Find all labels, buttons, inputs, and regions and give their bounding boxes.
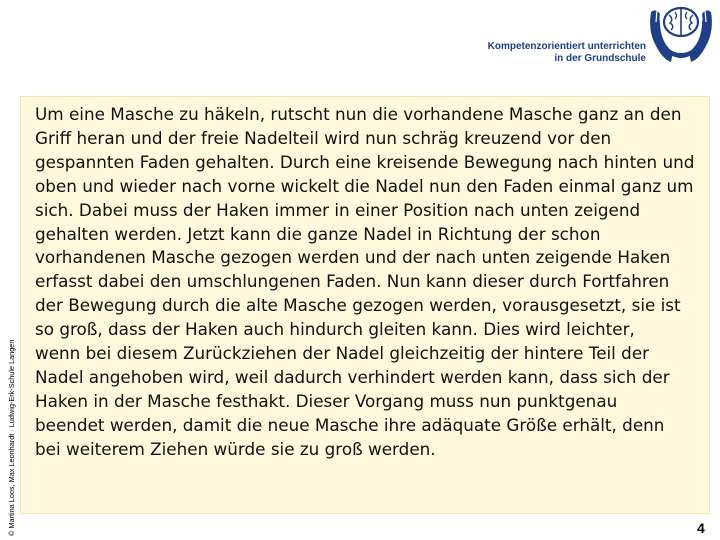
text-panel — [20, 96, 710, 514]
copyright-credit-text: © Martina Loos, Max Leonhardt · Ludwig-Erk-Schule Langen — [7, 339, 16, 536]
page-number: 4 — [697, 520, 705, 536]
instruction-paragraph: Um eine Masche zu häkeln, rutscht nun die vorhandene Masche ganz an den Griff heran und der freie Nadelteil wird nun schräg kreuzend vor den gespannten Faden gehalten. Durch eine kreisende Bewegung nach hinten und oben und wieder nach vorne wickelt die Nadel nun den Faden einmal ganz um sich. Dabei muss der Haken immer in einer Position nach unten zeigend gehalten werden. Jetzt kann die ganze Nadel in Richtung der schon vorhandenen Masche gezogen werden und der nach unten zeigende Haken erfasst dabei den umschlungenen Faden. Nun kann dieser durch Fortfahren der Bewegung durch die alte Masche gezogen werden, vorausgesetzt, sie ist so groß, dass der Haken auch hindurch gleiten kann. Dies wird leichter, wenn bei diesem Zurückziehen der Nadel gleichzeitig der hintere Teil der Nadel angehoben wird, weil dadurch verhindert werden kann, dass sich der Haken in der Masche festhakt. Dieser Vorgang muss nun punktgenau beendet werden, damit die neue Masche ihre adäquate Größe erhält, denn bei weiterem Ziehen würde sie zu groß werden. — [35, 104, 695, 459]
copyright-credit — [0, 0, 16, 540]
logo-title — [470, 41, 646, 64]
logo-title-line1: Kompetenzorientiert unterrichten — [487, 41, 646, 52]
hands-holding-brain-icon — [645, 2, 717, 68]
logo-title-line2: in der Grundschule — [554, 53, 646, 64]
